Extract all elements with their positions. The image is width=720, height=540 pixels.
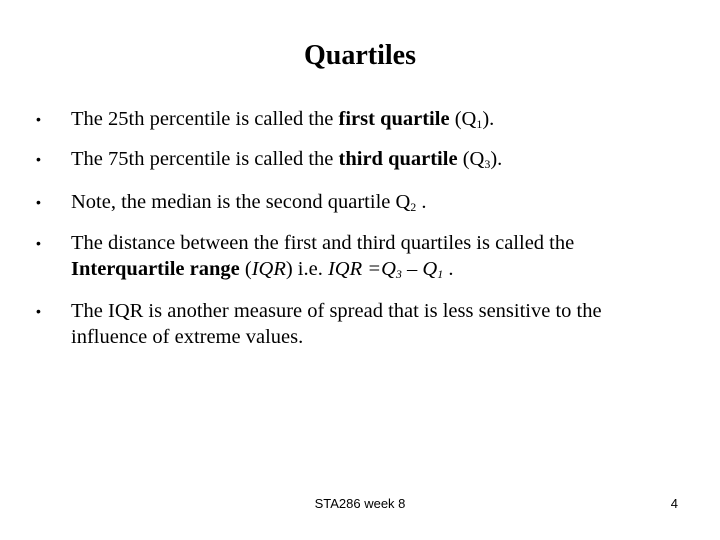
bullet-marker: • [36,194,41,210]
bullet-item [36,189,666,215]
term-third-quartile: third quartile [338,148,458,170]
bullet-text [71,189,666,215]
formula-part: IQR =Q [327,258,396,280]
bullet-item [36,298,656,350]
slide-title: Quartiles [304,40,416,71]
bullet-text: The IQR is another measure of spread that is less sensitive to the influence of extreme values. [71,300,602,348]
bullet-marker: • [36,235,41,251]
footer-course-week: STA286 week 8 [314,496,406,511]
bullet-text [71,106,666,132]
bullet-text-part: . [443,258,454,280]
bullet-text-part: (Q [457,148,485,170]
bullet-item [36,230,666,282]
formula-part: – Q [401,258,438,280]
subscript: 3 [395,267,402,281]
subscript: 1 [437,267,444,281]
bullet-text-part: ) i.e. [285,258,328,280]
bullet-marker: • [36,151,41,167]
bullet-item [36,106,666,132]
bullet-text-part: (Q [449,108,477,130]
bullet-text-part: ). [482,108,495,130]
bullet-text-part: ). [490,148,503,170]
subscript: 2 [410,200,417,214]
bullet-text [71,230,666,282]
subscript: 1 [476,117,483,131]
iqr-formula [328,258,443,280]
bullet-text-part: Note, the median is the second quartile Q [71,191,411,213]
bullet-text-part: ( [239,258,252,280]
bullet-text-part: The 75th percentile is called the [71,148,339,170]
bullet-item [36,146,666,172]
page-number: 4 [670,496,678,511]
term-first-quartile: first quartile [338,108,450,130]
bullet-marker: • [36,303,41,319]
bullet-text-part: The 25th percentile is called the [71,108,339,130]
bullet-text [71,146,666,172]
iqr-abbrev: IQR [251,258,286,280]
bullet-marker: • [36,111,41,127]
subscript: 3 [484,157,491,171]
bullet-text-part: . [416,191,427,213]
bullet-text-part: The distance between the first and third quartiles is called the [71,232,575,254]
term-interquartile-range: Interquartile range [71,258,240,280]
